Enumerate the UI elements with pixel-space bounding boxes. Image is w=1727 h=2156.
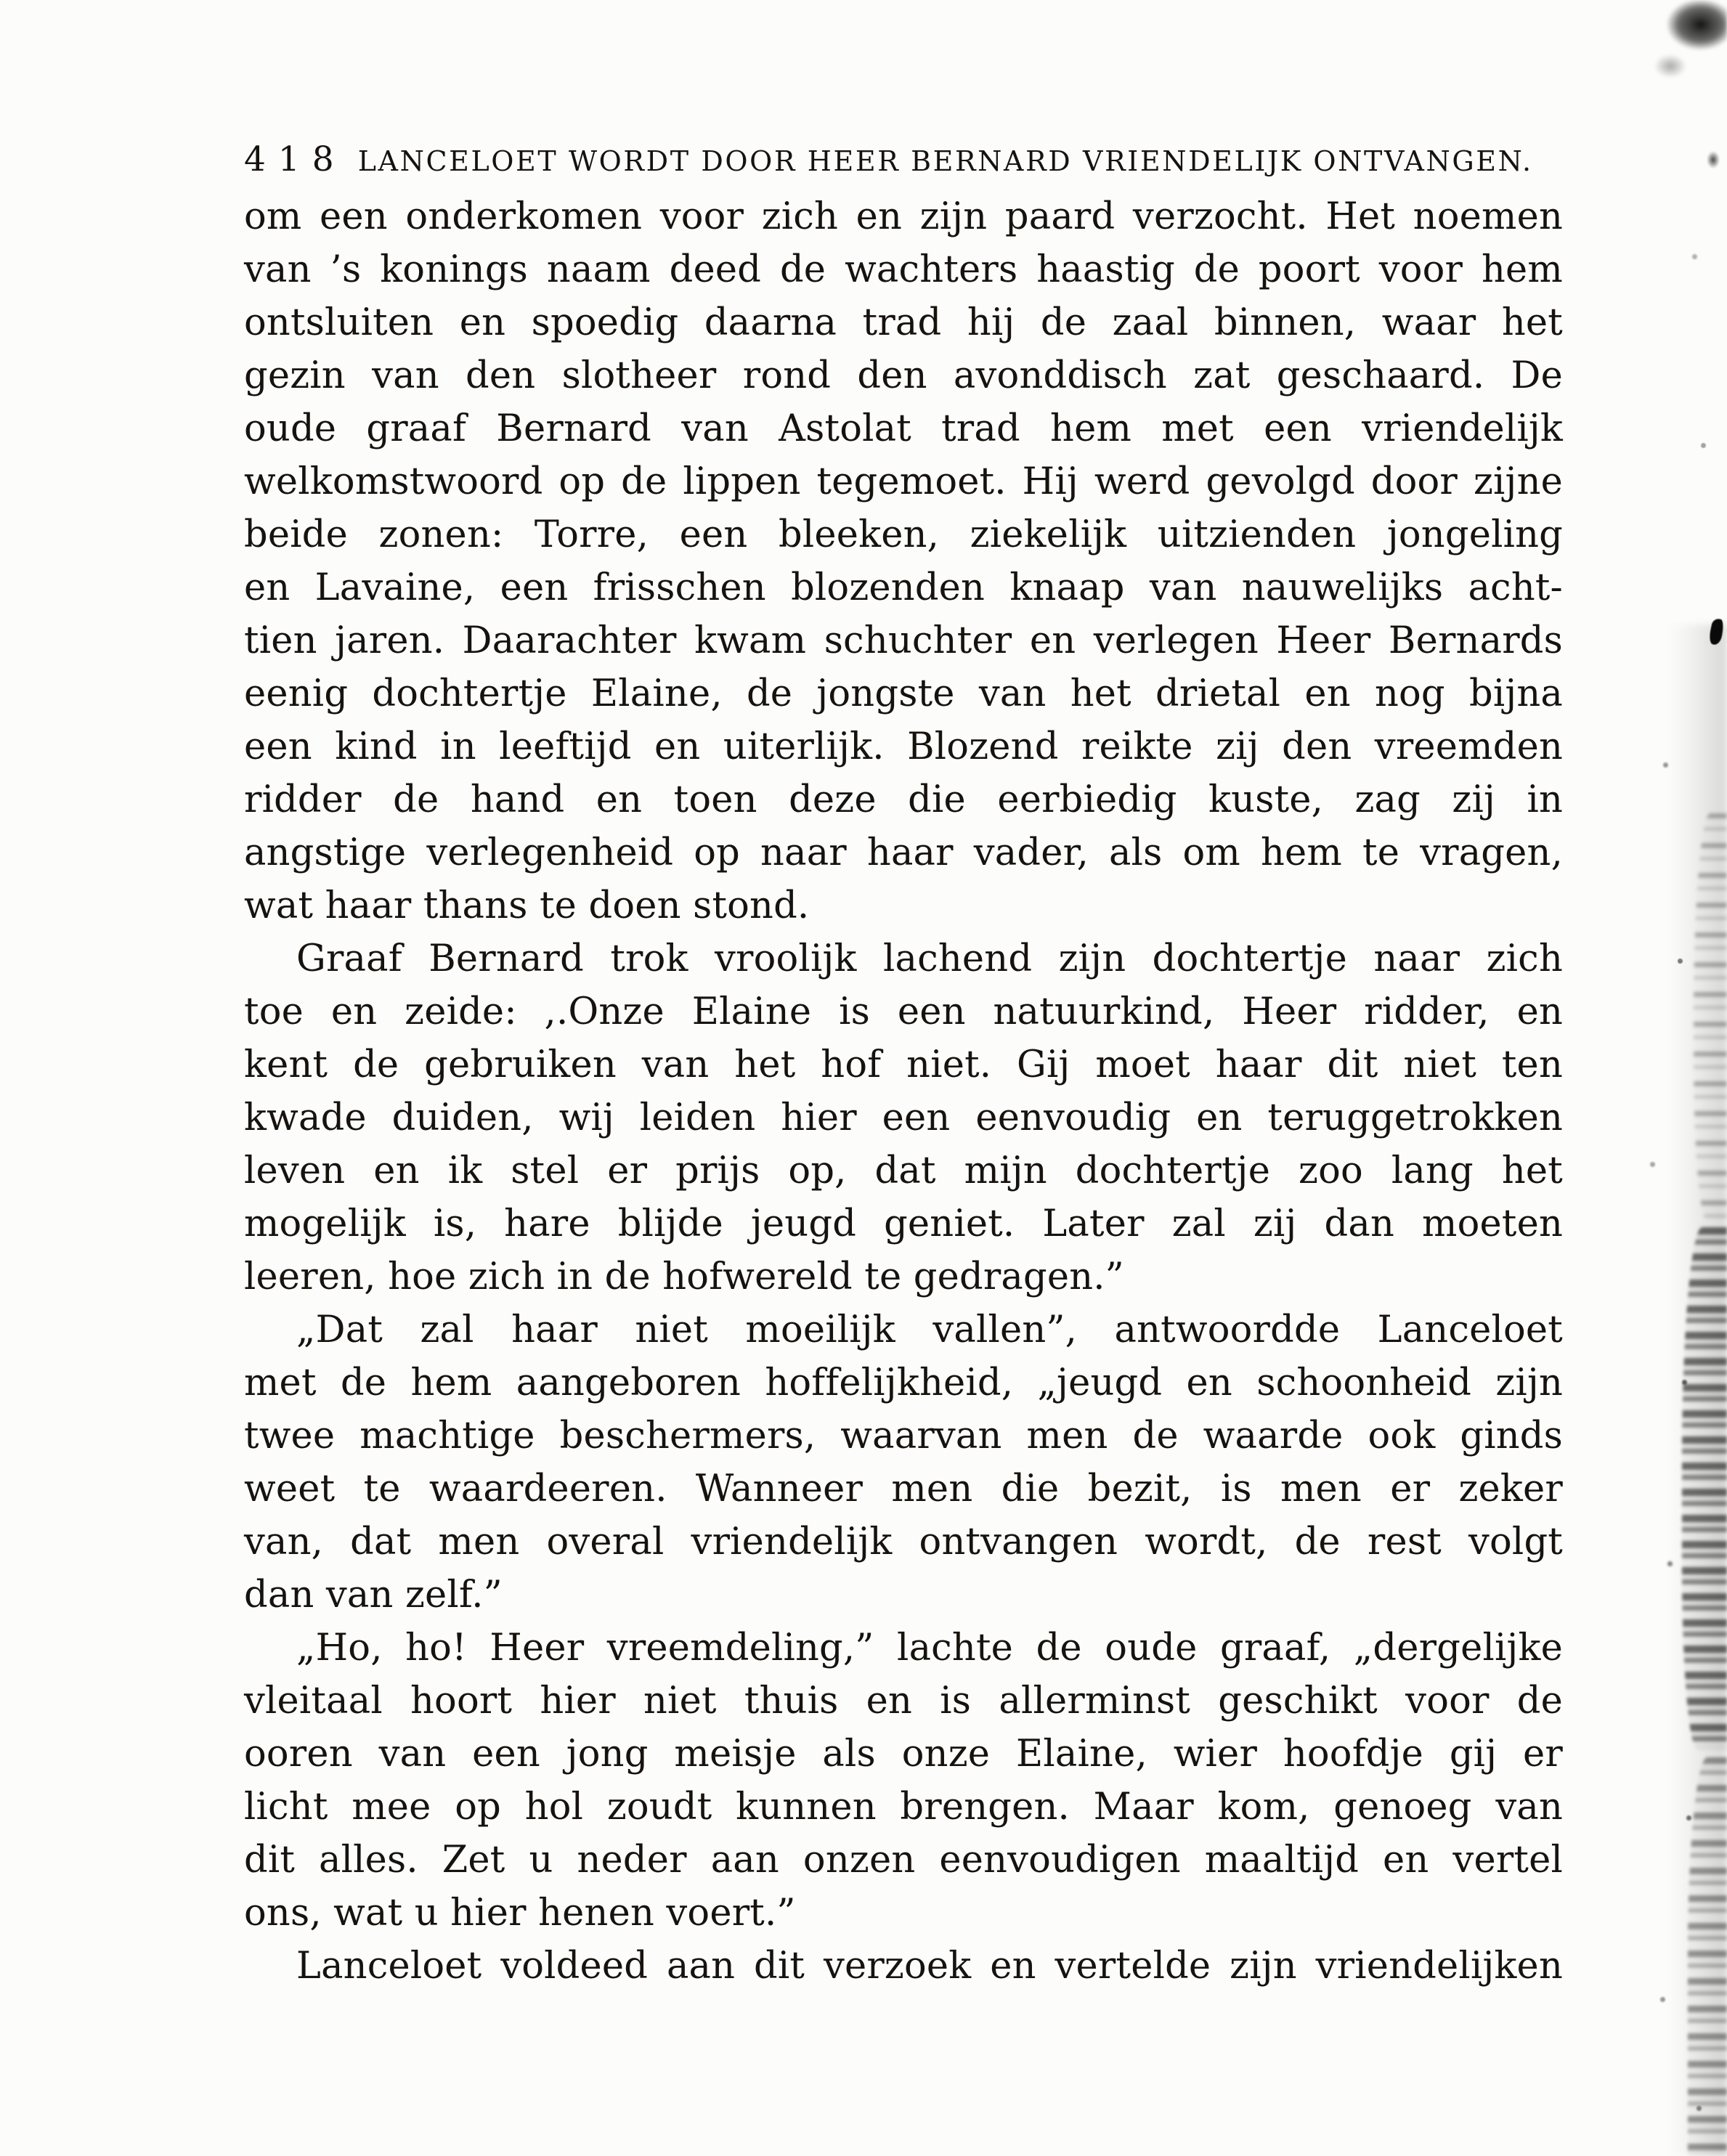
text-line: weet te waardeeren. Wanneer men die bezit, is men er zeker [244,1468,1563,1510]
text-line: kwade duiden, wij leiden hier een eenvoudig en teruggetrokken [244,1097,1563,1139]
paragraph [244,1622,1563,1940]
text-line: vleitaal hoort hier niet thuis en is allerminst geschikt voor de [244,1680,1563,1722]
text-line: dit alles. Zet u neder aan onzen eenvoudigen maaltijd en vertel [244,1839,1563,1882]
scan-artifact-streak-band [1682,1227,1727,1750]
text-line: ooren van een jong meisje als onze Elaine, wier hoofdje gij er [244,1733,1563,1775]
text-line: Graaf Bernard trok vroolijk lachend zijn dochtertje naar zich [296,937,1563,980]
paragraph [244,932,1563,1303]
scan-artifact-tick [1707,618,1725,646]
text-line: „Dat zal haar niet moeilijk vallen”, antwoordde Lanceloet [296,1309,1563,1351]
text-line: een kind in leeftijd en uiterlijk. Blozend reikte zij den vreemden [244,725,1563,768]
scan-artifact-edge-wash [1658,625,1727,2156]
text-line: welkomstwoord op de lippen tegemoet. Hij werd gevolgd door zijne [244,460,1563,503]
text-line: met de hem aangeboren hoffelijkheid, „jeugd en schoonheid zijn [244,1362,1563,1404]
text-line: van, dat men overal vriendelijk ontvangen wordt, de rest volgt [244,1521,1563,1563]
paragraph [244,1940,1563,1993]
text-line: ontsluiten en spoedig daarna trad hij de zaal binnen, waar het [244,301,1563,344]
paragraph [244,190,1563,932]
text-line: tien jaren. Daarachter kwam schuchter en verlegen Heer Bernards [244,619,1563,662]
text-line: twee machtige beschermers, waarvan men de waarde ook ginds [244,1415,1563,1457]
scan-artifact-streak-band [1688,1757,1727,2156]
text-line: „Ho, ho! Heer vreemdeling,” lachte de oude graaf, „dergelijke [296,1627,1563,1669]
text-line: dan van zelf.” [244,1574,503,1616]
text-line: beide zonen: Torre, een bleeken, ziekelijk uitzienden jongeling [244,513,1563,556]
scan-artifact-dot [1707,151,1720,168]
paragraph [244,1303,1563,1622]
text-line: angstige verlegenheid op naar haar vader, als om hem te vragen, [244,831,1563,874]
text-line: wat haar thans te doen stond. [244,884,810,927]
page-number: 418 [244,139,346,179]
scan-artifact-speckles [0,0,5,5]
text-line: oude graaf Bernard van Astolat trad hem met een vriendelijk [244,407,1563,450]
text-line: mogelijk is, hare blijde jeugd geniet. Later zal zij dan moeten [244,1203,1563,1245]
text-line: toe en zeide: ,.Onze Elaine is een natuurkind, Heer ridder, en [244,990,1563,1033]
running-title: LANCELOET WORDT DOOR HEER BERNARD VRIENDELIJK ONTVANGEN. [357,145,1533,177]
page-header [244,139,1566,179]
text-line: ridder de hand en toen deze die eerbiedig kuste, zag zij in [244,778,1563,821]
text-line: leven en ik stel er prijs op, dat mijn dochtertje zoo lang het [244,1150,1563,1192]
text-line: kent de gebruiken van het hof niet. Gij moet haar dit niet ten [244,1044,1563,1086]
text-line: gezin van den slotheer rond den avonddisch zat geschaard. De [244,354,1563,397]
text-line: om een onderkomen voor zich en zijn paard verzocht. Het noemen [244,195,1563,238]
text-line: van ’s konings naam deed de wachters haastig de poort voor hem [244,248,1563,291]
page-body [244,190,1563,1993]
text-line: eenig dochtertje Elaine, de jongste van het drietal en nog bijna [244,672,1563,715]
text-line: en Lavaine, een frisschen blozenden knaap van nauwelijks acht- [244,566,1563,609]
text-line: leeren, hoe zich in de hofwereld te gedragen.” [244,1256,1124,1298]
text-line: licht mee op hol zoudt kunnen brengen. Maar kom, genoeg van [244,1786,1563,1828]
scan-artifact-streak-band [1694,813,1727,1220]
scan-artifact-corner-blob [1633,0,1727,94]
text-line: Lanceloet voldeed aan dit verzoek en vertelde zijn vriendelijken [296,1945,1563,1988]
text-line: ons, wat u hier henen voert.” [244,1892,796,1935]
